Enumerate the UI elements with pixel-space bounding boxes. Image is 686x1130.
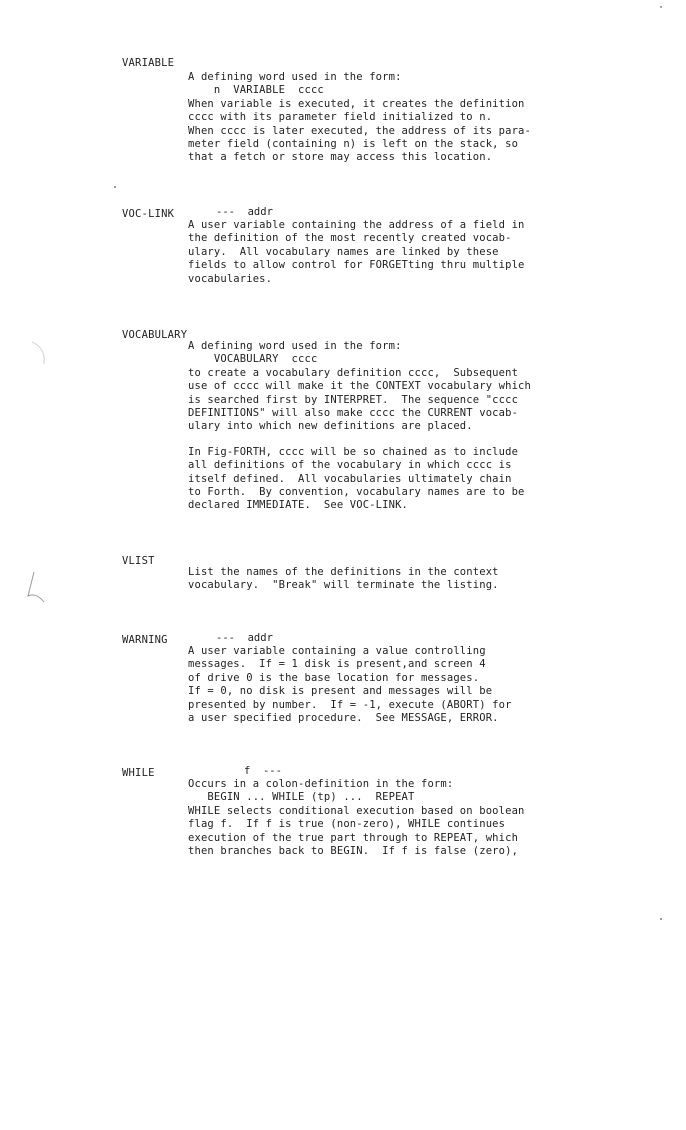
entry-description [188,645,568,725]
stack-notation: --- addr [216,206,273,218]
description-line: VOCABULARY cccc [188,353,318,366]
description-line: A user variable containing a value controlling [188,645,486,657]
description-line: then branches back to BEGIN. If f is false (zero), [188,845,519,858]
entry-word: VOCABULARY [122,329,188,341]
stack-notation: --- addr [216,632,273,644]
description-line: itself defined. All vocabularies ultimately chain [188,472,512,485]
description-line: all definitions of the vocabulary in which cccc is [188,459,512,472]
description-line: When cccc is later executed, the address of its para- [188,124,531,137]
description-line: fields to allow control for FORGETting thru multiple [188,259,525,272]
description-line: ulary. All vocabulary names are linked by these [188,245,499,258]
description-line: DEFINITIONS" will also make cccc the CURRENT vocab- [188,407,519,420]
description-line: If = 0, no disk is present and messages will be [188,685,493,698]
entry-description [188,71,568,165]
entry-description [188,219,568,286]
description-line: the definition of the most recently created vocab- [188,232,512,245]
margin-pen-mark [24,568,48,608]
stack-notation: f --- [244,765,282,777]
description-line: cccc with its parameter field initialized to n. [188,111,493,124]
entry-description [188,778,568,858]
description-line: A defining word used in the form: [188,71,402,83]
description-line: a user specified procedure. See MESSAGE, ERROR. [188,712,499,725]
entry-word: WARNING [122,634,168,646]
description-line: messages. If = 1 disk is present,and screen 4 [188,658,486,671]
entry-word: WHILE [122,767,155,779]
description-line: presented by number. If = -1, execute (ABORT) for [188,698,512,711]
entry-word: VOC-LINK [122,208,175,220]
entry-word: VLIST [122,555,155,567]
description-line: vocabularies. [188,272,273,285]
entry-description [188,566,568,593]
description-line: List the names of the definitions in the context [188,566,499,578]
description-line: of drive 0 is the base location for messages. [188,671,480,684]
description-line: Occurs in a colon-definition in the form: [188,778,454,790]
description-line: flag f. If f is true (non-zero), WHILE continues [188,818,506,831]
entry-description [188,340,568,513]
description-line: A user variable containing the address of a field in [188,219,525,231]
scan-speck [114,186,116,188]
entry-word: VARIABLE [122,57,175,69]
description-line: WHILE selects conditional execution based on boolean [188,804,525,817]
paragraph-gap [188,434,568,446]
description-line: A defining word used in the form: [188,340,402,352]
description-line: declared IMMEDIATE. See VOC-LINK. [188,499,409,512]
description-line: is searched first by INTERPRET. The sequence "cccc [188,393,519,406]
description-line: meter field (containing n) is left on the stack, so [188,138,519,151]
description-line: n VARIABLE cccc [188,84,324,97]
description-line: In Fig-FORTH, cccc will be so chained as to include [188,445,519,458]
description-line: to Forth. By convention, vocabulary names are to be [188,486,525,499]
description-line: use of cccc will make it the CONTEXT vocabulary which [188,380,531,393]
description-line: to create a vocabulary definition cccc, Subsequent [188,366,519,379]
description-line: that a fetch or store may access this location. [188,151,493,164]
scan-speck [660,918,662,920]
description-line: vocabulary. "Break" will terminate the listing. [188,579,499,592]
description-line: BEGIN ... WHILE (tp) ... REPEAT [188,791,415,804]
margin-arc-mark [30,338,50,368]
description-line: execution of the true part through to REPEAT, which [188,831,519,844]
description-line: When variable is executed, it creates the definition [188,97,525,110]
scan-speck [660,6,662,8]
description-line: ulary into which new definitions are placed. [188,420,473,433]
